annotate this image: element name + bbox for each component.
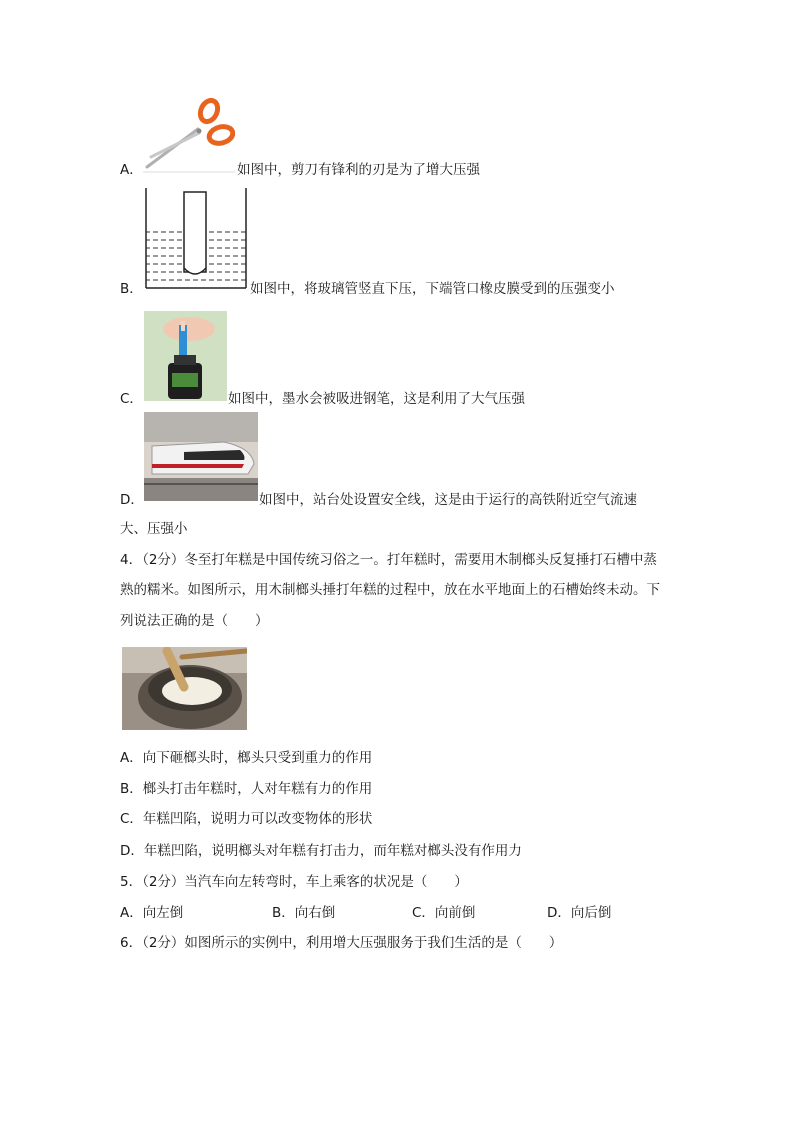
option-a-text: 如图中，剪刀有锋利的刃是为了增大压强 [237,162,480,178]
q4-stem-line-1: 4．（2分）冬至打年糕是中国传统习俗之一。打年糕时，需要用木制榔头反复捶打石槽中蒸 [120,552,657,568]
option-d-label: D． [120,492,144,508]
high-speed-train-figure [144,412,258,501]
q4-option-d: D．年糕凹陷，说明榔头对年糕有打击力，而年糕对榔头没有作用力 [120,843,522,859]
option-b-text: 如图中，将玻璃管竖直下压，下端管口橡皮膜受到的压强变小 [250,281,615,297]
scissors-figure [143,97,235,173]
option-c-text: 如图中，墨水会被吸进钢笔，这是利用了大气压强 [228,391,525,407]
q4-stem-line-2: 熟的糯米。如图所示，用木制榔头捶打年糕的过程中，放在水平地面上的石槽始终未动。下 [120,582,660,598]
q6-stem: 6．（2分）如图所示的实例中，利用增大压强服务于我们生活的是（ ） [120,935,563,951]
option-b-label: B． [120,281,143,297]
option-c-label: C． [120,391,143,407]
q4-option-b: B．榔头打击年糕时，人对年糕有力的作用 [120,781,373,797]
beaker-tube-figure [144,188,248,292]
option-d-text-continued: 大、压强小 [120,521,188,537]
q5-option-a: A．向左倒 [120,905,184,921]
q5-option-b: B．向右倒 [272,905,336,921]
q5-stem: 5．（2分）当汽车向左转弯时，车上乘客的状况是（ ） [120,874,468,890]
q4-option-a: A．向下砸榔头时，榔头只受到重力的作用 [120,750,373,766]
q5-option-d: D．向后倒 [547,905,612,921]
q4-option-c: C．年糕凹陷，说明力可以改变物体的形状 [120,811,373,827]
option-a-label: A． [120,162,143,178]
q5-option-c: C．向前倒 [412,905,476,921]
rice-cake-pounding-figure [122,647,247,730]
ink-pen-figure [144,311,227,401]
option-d-text: 如图中，站台处设置安全线，这是由于运行的高铁附近空气流速 [259,492,637,508]
q4-stem-line-3: 列说法正确的是（ ） [120,613,269,629]
